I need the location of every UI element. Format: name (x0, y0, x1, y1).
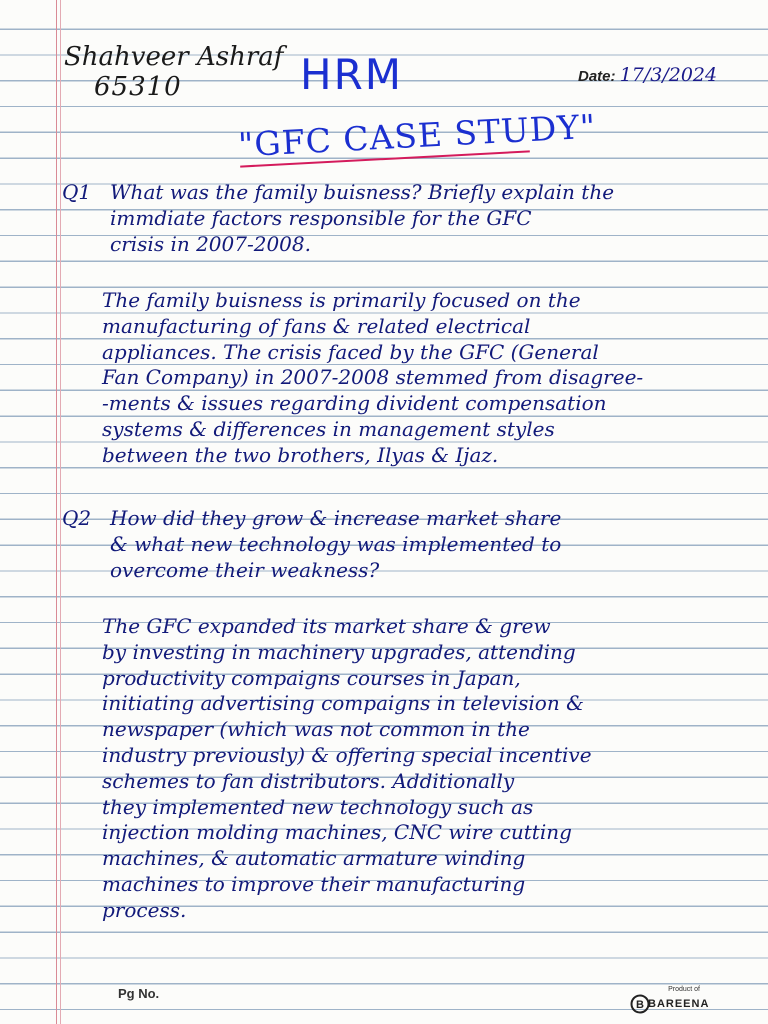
answer-line: they implemented new technology such as (102, 794, 534, 819)
answer-line: industry previously) & offering special incentive (102, 742, 592, 767)
answer-line: appliances. The crisis faced by the GFC (General (102, 339, 599, 364)
answer-line: machines to improve their manufacturing (102, 871, 526, 896)
answer-line: by investing in machinery upgrades, attending (102, 639, 576, 664)
answer-2 (62, 614, 762, 924)
date-field (578, 64, 717, 86)
answer-line: initiating advertising compaigns in television & (102, 691, 584, 716)
question-line: Q2 How did they grow & increase market share (62, 506, 562, 530)
svg-text:B: B (636, 999, 644, 1011)
question-number: Q2 (62, 506, 92, 530)
answer-line: The family buisness is primarily focused on the (102, 288, 581, 312)
brand-tagline: Product of (668, 986, 700, 993)
roll-number: 65310 (94, 72, 182, 102)
subject-heading: HRM (300, 50, 404, 99)
answer-line: systems & differences in management styles (102, 416, 555, 441)
answer-line: manufacturing of fans & related electrical (102, 313, 531, 338)
answer-line: The GFC expanded its market share & grew (102, 614, 551, 638)
page-title: "GFC CASE STUDY" (237, 106, 598, 165)
question-2 (62, 506, 722, 583)
answer-line: process. (102, 897, 187, 922)
date-label: Date: (578, 68, 616, 85)
student-info (64, 42, 283, 102)
answer-line: machines, & automatic armature winding (102, 846, 526, 871)
question-1 (62, 180, 722, 257)
answer-line: injection molding machines, CNC wire cutting (102, 820, 572, 845)
student-name: Shahveer Ashraf (64, 42, 284, 72)
question-line: Q1 What was the family buisness? Briefly explain the (62, 180, 615, 204)
question-number: Q1 (62, 180, 92, 204)
margin-line (56, 0, 57, 1024)
question-line: immdiate factors responsible for the GFC (110, 205, 532, 230)
question-line: & what new technology was implemented to (110, 531, 562, 556)
answer-line: -ments & issues regarding divident compensation (102, 391, 607, 416)
brand-emblem-icon (630, 994, 650, 1014)
answer-line: Fan Company) in 2007-2008 stemmed from disagree- (102, 365, 644, 390)
answer-line: schemes to fan distributors. Additionally (102, 768, 515, 793)
date-value: 17/3/2024 (619, 64, 718, 86)
brand-logo (630, 986, 710, 1014)
question-line: crisis in 2007-2008. (110, 231, 311, 256)
answer-line: newspaper (which was not common in the (102, 717, 530, 742)
page-number-label: Pg No. (118, 986, 160, 1001)
margin-line-inner (60, 0, 61, 1024)
answer-1 (62, 288, 762, 469)
question-line: overcome their weakness? (110, 557, 380, 582)
answer-line: between the two brothers, Ilyas & Ijaz. (102, 442, 499, 467)
answer-line: productivity compaigns courses in Japan, (102, 665, 521, 690)
brand-name: BAREENA (648, 998, 710, 1010)
